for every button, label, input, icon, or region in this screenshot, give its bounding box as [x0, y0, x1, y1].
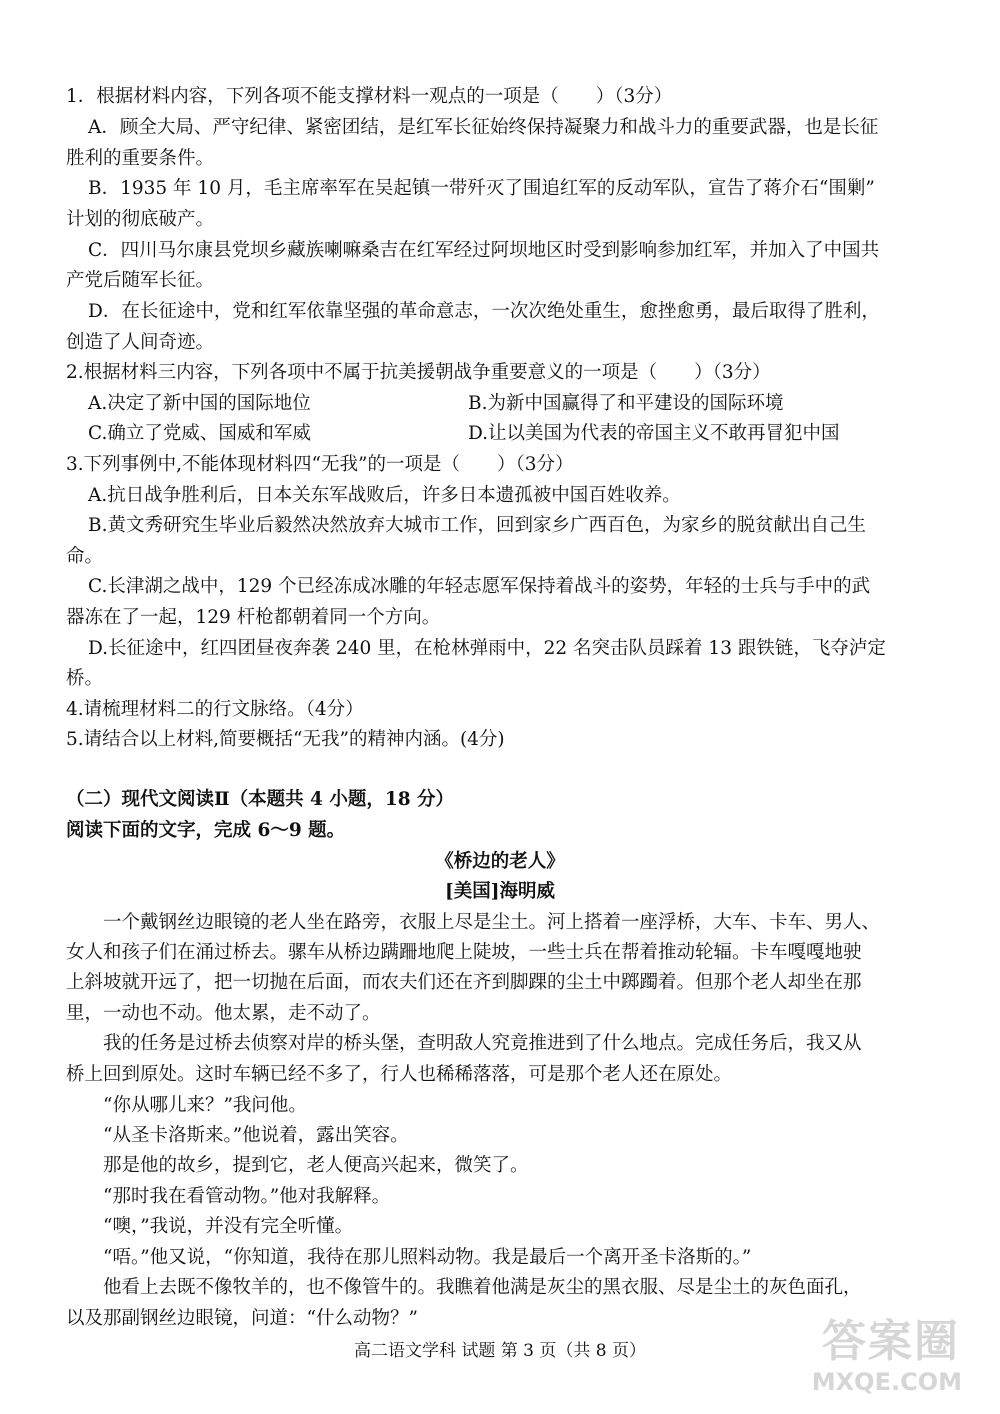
question-3-option-c-cont: 器冻在了一起，129 杆枪都朝着同一个方向。: [66, 607, 441, 628]
story-paragraph-2-line-1: 我的任务是过桥去侦察对岸的桥头堡，查明敌人究竟推进到了什么地点。完成任务后，我又从: [66, 1033, 862, 1054]
watermark-logo: [800, 1301, 970, 1396]
question-1-option-a: A．顾全大局、严守纪律、紧密团结，是红军长征始终保持凝聚力和战斗力的重要武器，也是长征: [88, 117, 879, 138]
question-1-option-c: C．四川马尔康县党坝乡藏族喇嘛桑吉在红军经过阿坝地区时受到影响参加红军，并加入了中国共: [88, 240, 880, 261]
section-instruction: 阅读下面的文字，完成 6～9 题。: [66, 820, 346, 841]
question-3-option-a: A.抗日战争胜利后，日本关东军战败后，许多日本遗孤被中国百姓收养。: [88, 485, 681, 506]
question-3-option-d-cont: 桥。: [66, 668, 104, 689]
story-paragraph-9-line-2: 以及那副钢丝边眼镜，问道：“什么动物？”: [66, 1308, 418, 1329]
question-3-option-b-cont: 命。: [66, 546, 104, 567]
story-paragraph-4: “从圣卡洛斯来。”他说着，露出笑容。: [66, 1125, 409, 1146]
story-paragraph-9-line-1: 他看上去既不像牧羊的，也不像管牛的。我瞧着他满是灰尘的黑衣服、尽是尘土的灰色面孔，: [66, 1277, 862, 1298]
question-2-stem: 2.根据材料三内容，下列各项中不属于抗美援朝战争重要意义的一项是（ ）（3分）: [66, 362, 771, 383]
story-paragraph-1-line-2: 女人和孩子们在涌过桥去。骡车从桥边蹒跚地爬上陡坡，一些士兵在帮着推动轮辐。卡车嘎嘎地驶: [66, 942, 862, 963]
question-2-option-a: A.决定了新中国的国际地位: [88, 393, 311, 414]
question-1-option-c-cont: 产党后随军长征。: [66, 270, 215, 291]
story-paragraph-3: “你从哪儿来？”我问他。: [66, 1095, 307, 1116]
page-footer: 高二语文学科 试题 第 3 页（共 8 页）: [353, 1341, 647, 1361]
question-5: 5.请结合以上材料,简要概括“无我”的精神内涵。(4分): [66, 729, 505, 750]
question-2-option-c: C.确立了党威、国威和军威: [88, 423, 311, 444]
question-3-stem: 3.下列事例中,不能体现材料四“无我”的一项是（ ）（3分）: [66, 454, 574, 475]
question-3-option-c: C.长津湖之战中，129 个已经冻成冰雕的年轻志愿军保持着战斗的姿势，年轻的士兵与手中的武: [88, 576, 871, 597]
question-1-option-d: D．在长征途中，党和红军依靠坚强的革命意志，一次次绝处重生，愈挫愈勇，最后取得了胜利，: [88, 301, 880, 322]
story-paragraph-1-line-4: 里，一动也不动。他太累，走不动了。: [66, 1003, 381, 1024]
question-3-option-d: D.长征途中，红四团昼夜奔袭 240 里，在枪林弹雨中，22 名突击队员踩着 13 跟铁链，飞夺泸定: [88, 638, 886, 659]
story-paragraph-7: “噢，”我说，并没有完全听懂。: [66, 1216, 354, 1237]
question-1-option-b-cont: 计划的彻底破产。: [66, 209, 215, 230]
question-3-option-b: B.黄文秀研究生毕业后毅然决然放弃大城市工作，回到家乡广西百色，为家乡的脱贫献出自己生: [88, 515, 866, 536]
story-title: 《桥边的老人》: [435, 851, 565, 872]
question-2-option-d: D.让以美国为代表的帝国主义不敢再冒犯中国: [468, 423, 840, 444]
section-heading: （二）现代文阅读Ⅱ（本题共 4 小题，18 分）: [66, 789, 455, 810]
question-4: 4.请梳理材料二的行文脉络。（4分）: [66, 699, 364, 720]
story-paragraph-2-line-2: 桥上回到原处。这时车辆已经不多了，行人也稀稀落落，可是那个老人还在原处。: [66, 1064, 733, 1085]
question-1-stem: 1．根据材料内容，下列各项不能支撑材料一观点的一项是（ ）（3分）: [66, 86, 673, 107]
watermark-top: 答案圈: [822, 1316, 960, 1367]
story-paragraph-8: “唔。”他又说，“你知道，我待在那儿照料动物。我是最后一个离开圣卡洛斯的。”: [66, 1247, 752, 1268]
question-1-option-d-cont: 创造了人间奇迹。: [66, 332, 215, 353]
story-paragraph-5: 那是他的故乡，提到它，老人便高兴起来，微笑了。: [66, 1155, 529, 1176]
question-1-option-a-cont: 胜利的重要条件。: [66, 148, 215, 169]
watermark-bottom: MXQE.COM: [811, 1368, 962, 1396]
story-author: [美国]海明威: [444, 881, 555, 902]
question-1-option-b: B．1935 年 10 月，毛主席率军在吴起镇一带歼灭了围追红军的反动军队，宣告了蒋介石“围剿”: [88, 178, 875, 199]
question-2-option-b: B.为新中国赢得了和平建设的国际环境: [468, 393, 784, 414]
story-paragraph-1-line-3: 上斜坡就开远了，把一切抛在后面，而农夫们还在齐到脚踝的尘土中踯躅着。但那个老人却坐在那: [66, 972, 862, 993]
story-paragraph-6: “那时我在看管动物。”他对我解释。: [66, 1186, 391, 1207]
story-paragraph-1-line-1: 一个戴钢丝边眼镜的老人坐在路旁，衣服上尽是尘土。河上搭着一座浮桥，大车、卡车、男人、: [66, 912, 881, 933]
